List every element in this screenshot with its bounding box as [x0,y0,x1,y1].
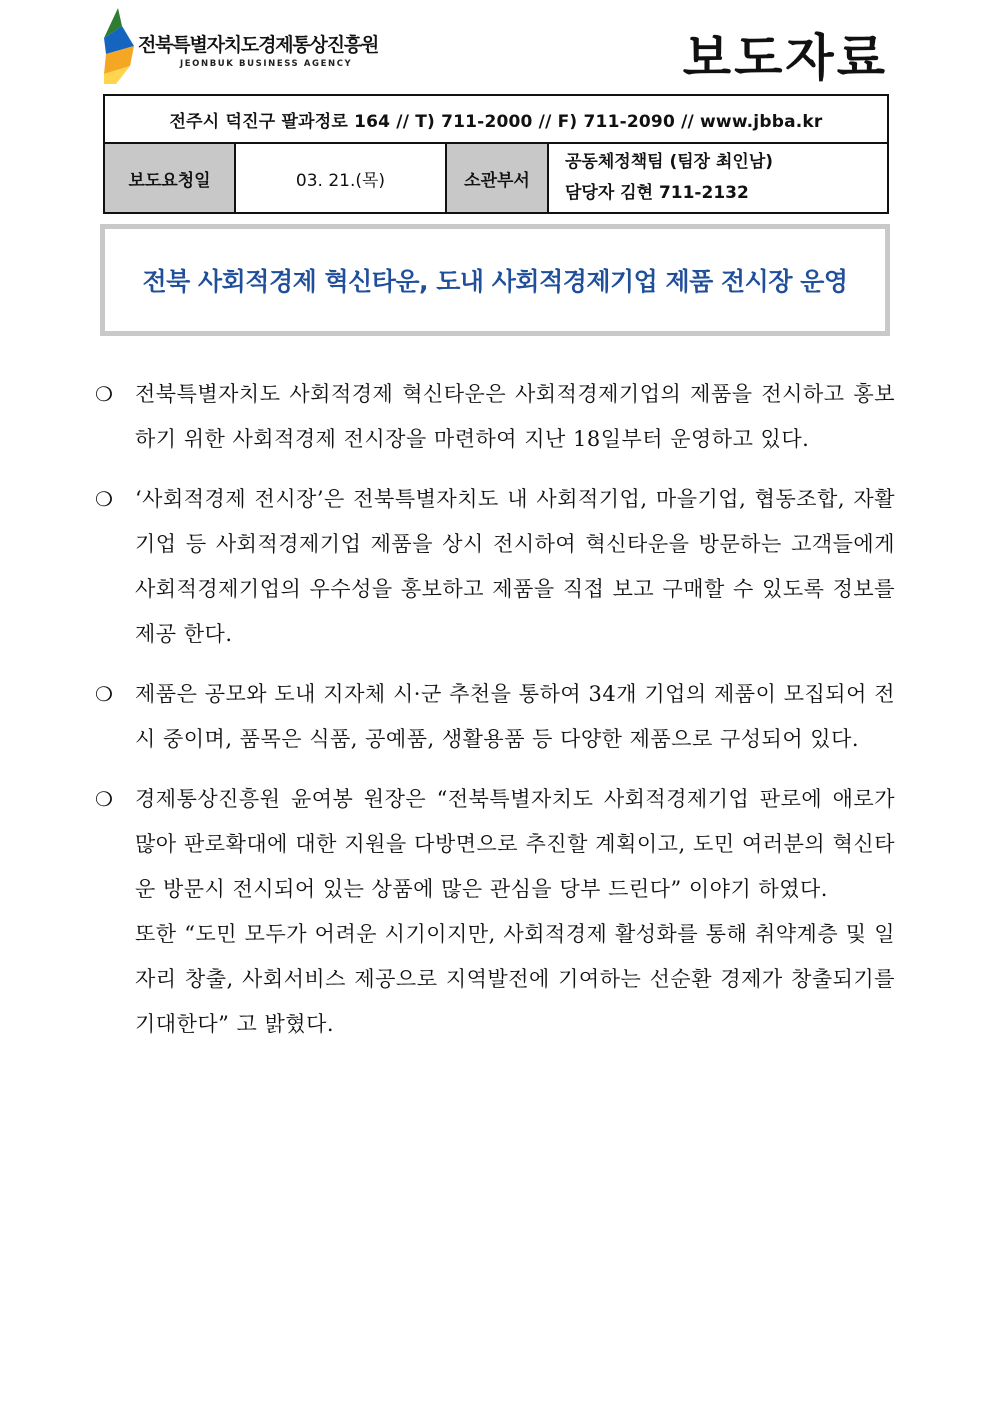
body-paragraph [95,777,895,912]
bullet-icon: ❍ [95,487,114,511]
dept-label: 소관부서 [446,143,548,213]
dept-contact: 담당자 김현 711-2132 [565,183,749,203]
press-body [95,372,895,1047]
paragraph-text: 경제통상진흥원 윤여봉 원장은 “전북특별자치도 사회적경제기업 판로에 애로가 많아 판로확대에 대한 지원을 다방면으로 추진할 계획이고, 도민 여러분의 혁신타운 방문시 전시되어 있는 상품에 많은 관심을 당부 드린다” 이야기 하였다. [135,787,895,901]
document-type: 보도자료 [682,29,888,87]
headline-box [100,224,890,336]
bullet-icon: ❍ [95,382,114,406]
paragraph-text: 제품은 공모와 도내 지자체 시·군 추천을 통하여 34개 기업의 제품이 모집되어 전시 중이며, 품목은 식품, 공예품, 생활용품 등 다양한 제품으로 구성되어 있다. [135,682,895,751]
continuation-paragraph [95,912,895,1047]
headline: 전북 사회적경제 혁신타운, 도내 사회적경제기업 제품 전시장 운영 [142,267,848,296]
bullet-icon: ❍ [95,787,114,811]
body-paragraph [95,672,895,762]
contact-line: 전주시 덕진구 팔과정로 164 // T) 711-2000 // F) 711-2090 // www.jbba.kr [104,95,888,143]
jbba-logo-icon [100,8,136,86]
dept-info [548,143,888,213]
request-date: 03. 21.(목) [235,143,446,213]
press-info-table [103,94,889,214]
body-paragraph [95,372,895,462]
agency-subtitle: JEONBUK BUSINESS AGENCY [180,59,353,69]
dept-team: 공동체정책팀 (팀장 최인남) [565,152,774,172]
paragraph-text: 또한 “도민 모두가 어려운 시기이지만, 사회적경제 활성화를 통해 취약계층 및 일자리 창출, 사회서비스 제공으로 지역발전에 기여하는 선순환 경제가 창출되기를 기대한다” 고 밝혔다. [135,922,895,1036]
bullet-icon: ❍ [95,682,114,706]
request-date-label: 보도요청일 [104,143,235,213]
paragraph-text: ‘사회적경제 전시장’은 전북특별자치도 내 사회적기업, 마을기업, 협동조합, 자활기업 등 사회적경제기업 제품을 상시 전시하여 혁신타운을 방문하는 고객들에게 사회적경제기업의 우수성을 홍보하고 제품을 직접 보고 구매할 수 있도록 정보를 제공 한다. [135,487,895,646]
paragraph-text: 전북특별자치도 사회적경제 혁신타운은 사회적경제기업의 제품을 전시하고 홍보하기 위한 사회적경제 전시장을 마련하여 지난 18일부터 운영하고 있다. [135,382,895,451]
body-paragraph [95,477,895,657]
agency-logo [100,8,400,86]
agency-name: 전북특별자치도경제통상진흥원 [138,34,379,56]
